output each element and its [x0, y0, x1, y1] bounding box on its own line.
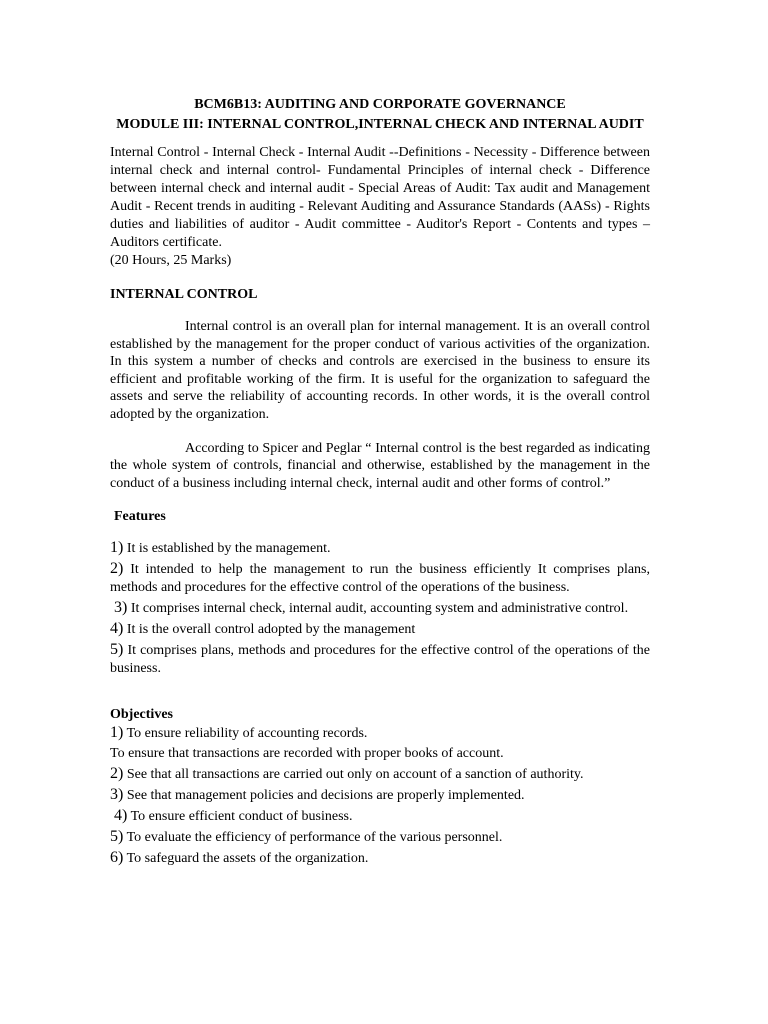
features-list [110, 539, 650, 678]
list-text: It is the overall control adopted by the management [126, 622, 416, 638]
list-text: It is established by the management. [126, 541, 331, 557]
list-number: 5) [110, 641, 124, 659]
list-text: It intended to help the management to run the business efficiently It comprises plans, methods and procedures for the effective control of the operations of the business. [110, 562, 651, 596]
list-number: 4) [110, 620, 124, 638]
list-number: 2) [110, 765, 124, 783]
syllabus-text: Internal Control - Internal Check - Internal Audit --Definitions - Necessity - Difference between internal check and internal control- Fundamental Principles of internal check - Difference between internal check and internal audit - Special Areas of Audit: Tax audit and Management Audit - Recent trends in auditing - Relevant Auditing and Assurance Standards (AASs) - Rights duties and liabilities of auditor - Audit committee - Auditor's Report - Contents and types –Auditors certificate. [110, 145, 650, 250]
list-item [110, 765, 650, 784]
list-number: 1) [110, 539, 124, 557]
list-number: 3) [114, 599, 128, 617]
list-text: See that management policies and decisions are properly implemented. [126, 788, 525, 804]
list-number: 3) [110, 786, 124, 804]
list-text: It comprises plans, methods and procedures for the effective control of the operations of the business. [110, 643, 651, 677]
list-item [110, 724, 650, 743]
list-note: To ensure that transactions are recorded with proper books of account. [110, 746, 504, 762]
list-item [110, 599, 650, 618]
list-item [110, 560, 650, 597]
list-text: It comprises internal check, internal audit, accounting system and administrative control. [130, 601, 629, 617]
list-text: To ensure efficient conduct of business. [130, 809, 353, 825]
list-item [110, 807, 650, 826]
objectives-list [110, 724, 650, 868]
document-page [110, 96, 650, 870]
list-item [110, 786, 650, 805]
list-item [110, 620, 650, 639]
list-item [110, 849, 650, 868]
list-number: 2) [110, 560, 124, 578]
module-title: MODULE III: INTERNAL CONTROL,INTERNAL CHECK AND INTERNAL AUDIT [116, 117, 644, 132]
list-text: See that all transactions are carried out only on account of a sanction of authority. [126, 767, 584, 783]
list-number: 4) [114, 807, 128, 825]
list-item [110, 539, 650, 558]
list-item [110, 828, 650, 847]
objectives-heading: Objectives [110, 707, 173, 723]
quote-paragraph: According to Spicer and Peglar “ Internal control is the best regarded as indicating the whole system of controls, financial and otherwise, established by the management in the conduct of a business including internal check, internal audit and other forms of control.” [110, 440, 650, 491]
list-number: 1) [110, 724, 124, 742]
list-text: To safeguard the assets of the organization. [126, 851, 369, 867]
section-heading: INTERNAL CONTROL [110, 287, 258, 302]
list-item [110, 641, 650, 678]
course-title: BCM6B13: AUDITING AND CORPORATE GOVERNANCE [194, 97, 566, 112]
list-text: To ensure reliability of accounting records. [126, 726, 368, 742]
list-text: To evaluate the efficiency of performance of the various personnel. [126, 830, 503, 846]
list-number: 5) [110, 828, 124, 846]
definition-paragraph: Internal control is an overall plan for internal management. It is an overall control established by the management for the proper conduct of various activities of the organization. In this system a number of checks and controls are exercised in the business to ensure its efficient and profitable working of the firm. It is useful for the organization to safeguard the assets and serve the reliability of accounting records. In other words, it is the overall control adopted by the organization. [110, 319, 650, 422]
features-heading: Features [114, 509, 166, 525]
syllabus-hours: (20 Hours, 25 Marks) [110, 253, 232, 268]
list-number: 6) [110, 849, 124, 867]
